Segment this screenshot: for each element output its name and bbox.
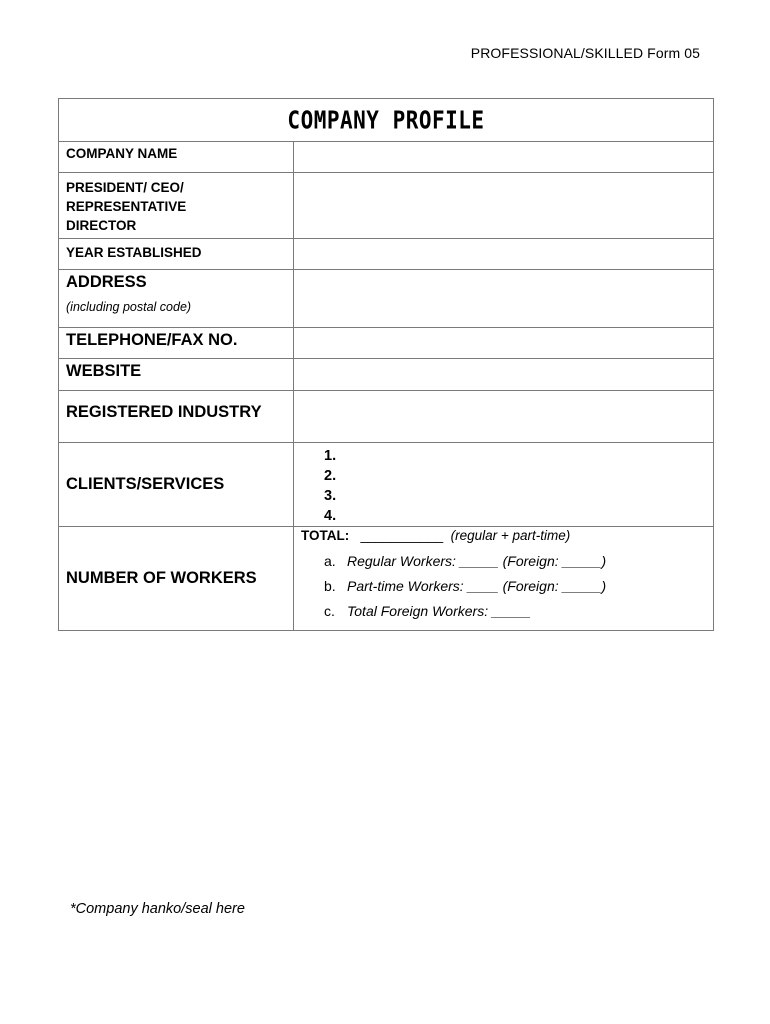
title-cell [59, 99, 714, 142]
clients-list [294, 443, 713, 526]
seal-note: *Company hanko/seal here [70, 901, 245, 917]
address-note: (including postal code) [66, 300, 192, 314]
president-label-cell [59, 173, 294, 239]
president-label-line: DIRECTOR [66, 218, 137, 233]
list-item: 4. [324, 508, 337, 524]
president-label-line: PRESIDENT/ CEO/ [66, 180, 184, 195]
company-name-label: COMPANY NAME [66, 146, 178, 161]
item-text: Total Foreign Workers: _____ [347, 603, 531, 619]
address-field[interactable] [294, 270, 714, 328]
workers-list [294, 543, 713, 624]
page-title: COMPANY PROFILE [287, 105, 485, 135]
company-name-field[interactable] [294, 142, 714, 173]
list-item: 1. [324, 448, 337, 464]
address-label-cell [59, 270, 294, 328]
clients-services-field[interactable] [294, 443, 714, 527]
total-note: (regular + part-time) [450, 528, 571, 543]
list-item: 3. [324, 488, 337, 504]
year-established-label: YEAR ESTABLISHED [66, 245, 202, 260]
clients-services-label-cell [59, 443, 294, 527]
president-label-line: REPRESENTATIVE [66, 199, 187, 214]
website-field[interactable] [294, 359, 714, 391]
form-label: PROFESSIONAL/SKILLED Form 05 [470, 45, 700, 61]
telephone-label-cell [59, 328, 294, 359]
list-item: 2. [324, 468, 337, 484]
address-label: ADDRESS [66, 273, 147, 291]
year-established-label-cell [59, 239, 294, 270]
item-letter: c. [324, 603, 335, 619]
list-item [324, 599, 713, 624]
workers-label-cell [59, 527, 294, 631]
registered-industry-field[interactable] [294, 391, 714, 443]
registered-industry-label-cell [59, 391, 294, 443]
website-label: WEBSITE [66, 362, 142, 380]
telephone-label: TELEPHONE/FAX NO. [66, 331, 238, 349]
list-item [324, 549, 713, 574]
list-item [324, 574, 713, 599]
item-letter: a. [324, 553, 336, 569]
website-label-cell [59, 359, 294, 391]
item-letter: b. [324, 578, 336, 594]
company-profile-table [58, 98, 714, 631]
item-text: Part-time Workers: ____ (Foreign: _____) [347, 578, 607, 594]
year-established-field[interactable] [294, 239, 714, 270]
registered-industry-label: REGISTERED INDUSTRY [66, 403, 262, 421]
company-name-label-cell [59, 142, 294, 173]
president-field[interactable] [294, 173, 714, 239]
clients-services-label: CLIENTS/SERVICES [66, 475, 225, 493]
total-label: TOTAL: [301, 528, 350, 543]
workers-label: NUMBER OF WORKERS [66, 569, 257, 587]
total-blank: ___________ [360, 528, 444, 543]
telephone-field[interactable] [294, 328, 714, 359]
workers-field[interactable] [294, 527, 714, 631]
item-text: Regular Workers: _____ (Foreign: _____) [347, 553, 607, 569]
workers-total [294, 527, 713, 543]
